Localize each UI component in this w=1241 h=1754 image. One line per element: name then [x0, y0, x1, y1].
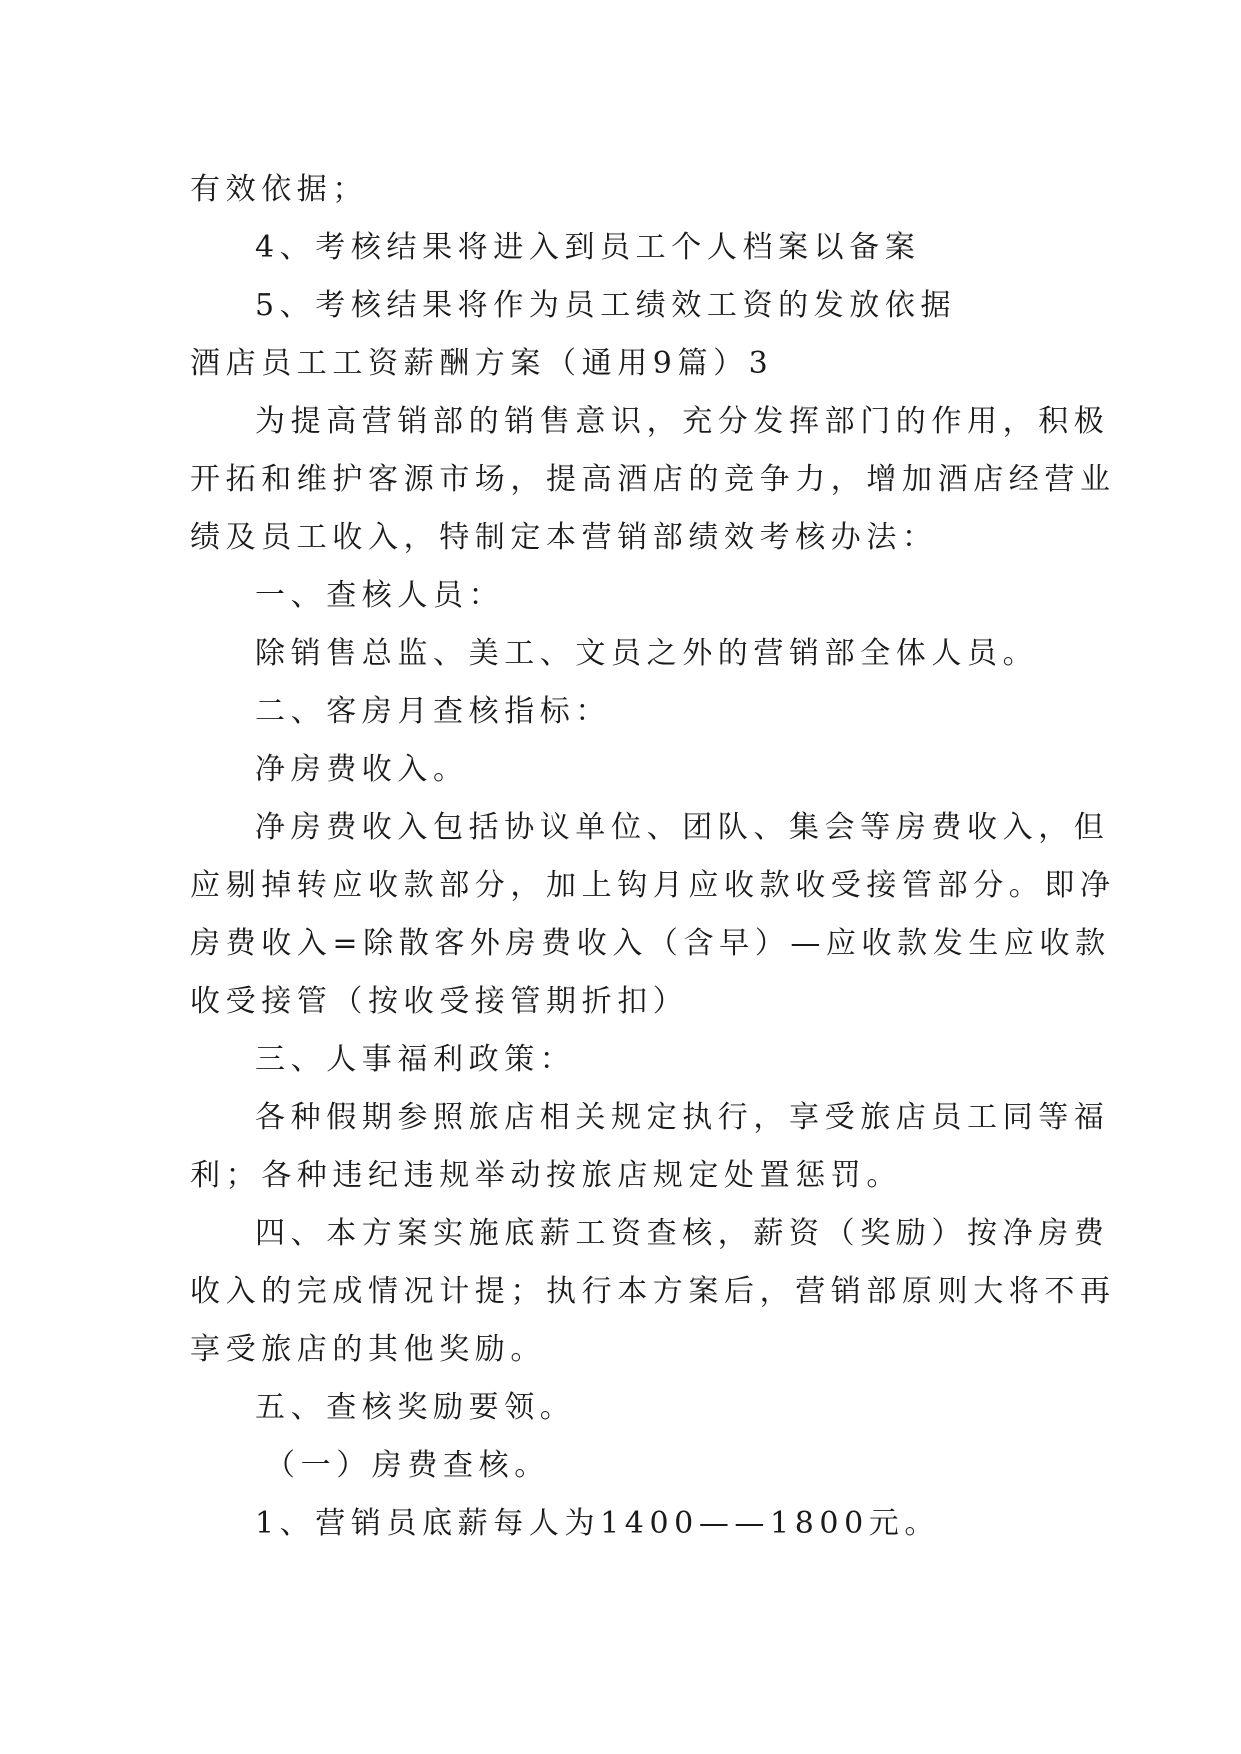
text-line: 1、营销员底薪每人为1400——1800元。 — [255, 1506, 940, 1541]
text-line: 除销售总监、美工、文员之外的营销部全体人员。 — [255, 636, 1039, 671]
text-line: 五、查核奖励要领。 — [255, 1390, 576, 1425]
text-line: 4、考核结果将进入到员工个人档案以备案 — [255, 230, 921, 265]
text-line: 享受旅店的其他奖励。 — [190, 1332, 546, 1367]
text-line: 开拓和维护客源市场，提高酒店的竞争力，增加酒店经营业 — [190, 462, 1116, 497]
text-line: 三、人事福利政策： — [255, 1042, 576, 1077]
text-line: （一）房费查核。 — [265, 1448, 550, 1483]
text-line: 四、本方案实施底薪工资查核，薪资（奖励）按净房费 — [255, 1216, 1110, 1251]
text-line: 为提高营销部的销售意识，充分发挥部门的作用，积极 — [255, 404, 1110, 439]
text-line: 各种假期参照旅店相关规定执行，享受旅店员工同等福 — [255, 1100, 1110, 1135]
text-line: 二、客房月查核指标： — [255, 694, 611, 729]
text-line: 应剔掉转应收款部分，加上钩月应收款收受接管部分。即净 — [190, 868, 1116, 903]
text-line: 收受接管（按收受接管期折扣） — [190, 984, 689, 1019]
text-line: 一、查核人员： — [255, 578, 505, 613]
text-line: 5、考核结果将作为员工绩效工资的发放依据 — [255, 288, 957, 323]
text-line: 净房费收入包括协议单位、团队、集会等房费收入，但 — [255, 810, 1110, 845]
text-line: 利；各种违纪违规举动按旅店规定处置惩罚。 — [190, 1158, 902, 1193]
section-heading: 酒店员工工资薪酬方案（通用9篇）3 — [190, 346, 774, 381]
text-line: 绩及员工收入，特制定本营销部绩效考核办法： — [190, 520, 938, 555]
text-line: 净房费收入。 — [255, 752, 469, 787]
document-body — [190, 161, 1116, 1553]
text-line: 房费收入=除散客外房费收入（含早）—应收款发生应收款 — [190, 926, 1111, 961]
text-line: 有效依据； — [190, 172, 368, 207]
text-line: 收入的完成情况计提；执行本方案后，营销部原则大将不再 — [190, 1274, 1116, 1309]
